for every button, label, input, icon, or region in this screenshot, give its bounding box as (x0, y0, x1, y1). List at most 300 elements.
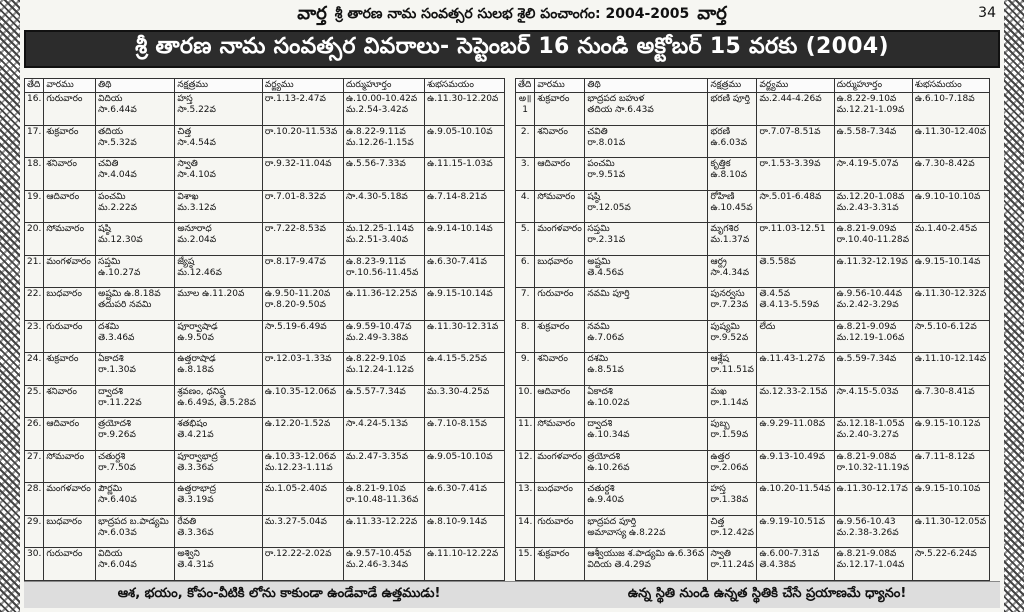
varjyam: రా.1.53-3.39వ (759, 159, 821, 169)
table-row (516, 418, 990, 451)
column-header: దుర్ముహూర్తం (343, 79, 424, 93)
varjyam: రా.8.17-9.47వ (264, 256, 326, 267)
tithi: పౌర్ణమి (98, 484, 123, 494)
varjyam: తె.4.5వ (759, 289, 791, 299)
nakshatra: విశాఖ (177, 191, 199, 202)
tithi-time: ఉ.10.27వ (98, 267, 141, 278)
table-cell (25, 418, 44, 451)
table-cell (44, 450, 96, 483)
table-cell (535, 223, 585, 256)
table-cell (757, 190, 834, 223)
varjyam: రా.9.32-11.04వ (264, 159, 332, 169)
table-cell (912, 320, 989, 353)
varjyam: ఉ.9.29-11.08వ (759, 419, 825, 429)
durmuhurtham: ఉ.5.59-7.34వ (836, 354, 897, 364)
table-cell (175, 223, 262, 256)
table-header-row (516, 79, 990, 93)
table-cell (425, 353, 505, 386)
tithi: పంచమి (98, 191, 126, 202)
durmuhurtham: ఉ.8.23-9.11వ (345, 256, 406, 267)
shubha-samayam: ఉ.9.15-10.12వ (914, 419, 981, 429)
table-cell (912, 483, 989, 516)
date-number: 2. (520, 126, 530, 137)
durmuhurtham: ఉ.8.21-9.10వ (345, 484, 406, 494)
nakshatra: పుష్యమి (710, 321, 740, 332)
table-cell (834, 418, 912, 451)
table-cell (262, 515, 343, 548)
nakshatra: రేవతి (177, 516, 197, 527)
tithi: చవితి (98, 159, 119, 169)
durmuhurtham-2: మ.2.54-3.42వ (345, 105, 409, 115)
durmuhurtham-2: మ.12.24-1.12వ (345, 365, 414, 375)
nakshatra: స్వాతి (710, 549, 731, 559)
weekday: బుధవారం (537, 484, 573, 494)
table-cell (425, 125, 505, 158)
table-cell (44, 515, 96, 548)
weekday: మంగళవారం (537, 451, 582, 462)
table-row (25, 288, 505, 321)
nakshatra-time: రా.7.23వ (710, 300, 749, 310)
table-cell (343, 190, 424, 223)
shubha-samayam: ఉ.9.05-10.10వ (427, 451, 493, 462)
varjyam: మ.12.33-2.15వ (759, 386, 828, 397)
durmuhurtham: ఉ.11.33-12.22వ (345, 516, 418, 527)
table-cell (708, 515, 757, 548)
tithi: ఆశ్వీయుజ శ.పాడ్యమి ఉ.6.36వ (587, 549, 705, 559)
weekday: శనివారం (537, 354, 568, 364)
table-cell (262, 385, 343, 418)
date-number: 4. (520, 191, 530, 202)
table-cell (96, 548, 175, 581)
tithi-time: సా.6.44వ (98, 105, 137, 115)
table-row (516, 450, 990, 483)
shubha-samayam: ఉ.6.30-7.41వ (427, 484, 487, 494)
table-cell (912, 223, 989, 256)
table-cell (25, 450, 44, 483)
nakshatra: ఆశ్లేష (710, 354, 730, 364)
nakshatra-time: సా.4.10వ (177, 170, 216, 180)
column-header: తిథి (96, 79, 175, 93)
table-row (516, 288, 990, 321)
table-cell (535, 483, 585, 516)
nakshatra: పునర్వసు (710, 289, 745, 299)
column-header: వారము (44, 79, 96, 93)
shubha-samayam: ఉ.11.10-12.22వ (427, 549, 499, 559)
column-header: దుర్ముహూర్తం (834, 79, 912, 93)
table-cell (25, 255, 44, 288)
table-cell (262, 548, 343, 581)
table-cell (175, 125, 262, 158)
table-cell (834, 353, 912, 386)
shubha-samayam: ఉ.8.10-9.14వ (427, 516, 487, 527)
table-cell (425, 515, 505, 548)
table-cell (25, 125, 44, 158)
nakshatra-time: తె.4.31వ (177, 560, 214, 570)
varjyam: రా.12.03-1.33వ (264, 354, 332, 364)
page-header (24, 0, 1000, 30)
table-cell (175, 158, 262, 191)
tithi-time: సా.6.04వ (98, 560, 137, 570)
footer-quote-left: ఆశ, భయం, కోపం-వీటికి లోను కాకుండా ఉండేవాడే ఉత్తముడు! (117, 586, 441, 601)
shubha-samayam: ఉ.7.11-8.12వ (914, 451, 975, 462)
table-cell (343, 320, 424, 353)
nakshatra-time: రా.9.52వ (710, 332, 749, 343)
table-cell (96, 93, 175, 126)
nakshatra: మృగశిర (710, 224, 739, 234)
table-cell (757, 320, 834, 353)
varjyam-2: తె.4.13-5.59వ (759, 300, 820, 310)
tithi: భాద్రపద బ.పాడ్యమి (98, 516, 169, 527)
varjyam: ఉ.11.43-1.27వ (759, 354, 825, 364)
table-cell (175, 320, 262, 353)
table-cell (96, 125, 175, 158)
table-cell (343, 515, 424, 548)
weekday: ఆదివారం (46, 419, 80, 429)
shubha-samayam: ఉ.7.14-8.21వ (427, 191, 487, 202)
date-number: 29. (27, 516, 42, 527)
table-cell (25, 223, 44, 256)
varjyam: సా.5.19-6.49వ (264, 321, 327, 332)
table-cell (912, 255, 989, 288)
table-cell (44, 483, 96, 516)
table-cell (425, 450, 505, 483)
date-number: 26. (27, 419, 42, 429)
table-cell (708, 288, 757, 321)
durmuhurtham: ఉ.8.22-9.11వ (345, 126, 406, 137)
date-number: 6. (520, 256, 530, 267)
table-cell (262, 93, 343, 126)
table-cell (44, 288, 96, 321)
table-cell (912, 418, 989, 451)
table-cell (175, 385, 262, 418)
table-cell (834, 190, 912, 223)
table-cell (757, 223, 834, 256)
table-cell (757, 385, 834, 418)
table-row (25, 450, 505, 483)
durmuhurtham: మ.12.25-1.14వ (345, 224, 414, 234)
table-cell (343, 288, 424, 321)
varjyam: ఉ.9.50-11.20వ (264, 289, 331, 299)
calendar-table-right (515, 78, 990, 581)
shubha-samayam: ఉ.9.14-10.14వ (427, 224, 493, 234)
tithi-time: రా.9.51వ (587, 170, 626, 180)
weekday: బుధవారం (46, 516, 82, 527)
table-cell (708, 190, 757, 223)
date-number: 14. (518, 516, 533, 527)
tithi: త్రయోదశి (98, 419, 131, 429)
table-row (516, 515, 990, 548)
table-row (25, 548, 505, 581)
durmuhurtham-2: మ.2.42-3.29వ (836, 300, 899, 310)
table-row (25, 125, 505, 158)
table-cell (535, 288, 585, 321)
table-cell (44, 353, 96, 386)
shubha-samayam: ఉ.6.30-7.41వ (427, 256, 487, 267)
table-cell (585, 190, 708, 223)
table-cell (425, 288, 505, 321)
date-number: 13. (518, 484, 533, 494)
table-cell (343, 548, 424, 581)
shubha-samayam: సా.5.22-6.24వ (914, 549, 977, 559)
durmuhurtham-2: రా.10.32-11.19వ (836, 462, 910, 473)
weekday: సోమవారం (537, 419, 576, 429)
varjyam: మ.1.05-2.40వ (264, 484, 327, 494)
durmuhurtham-2: రా.10.40-11.28వ (836, 235, 910, 245)
table-cell (535, 418, 585, 451)
table-cell (262, 125, 343, 158)
weekday: గురువారం (537, 516, 574, 527)
durmuhurtham: ఉ.8.21-9.09వ (836, 224, 897, 234)
table-cell (44, 190, 96, 223)
table-cell (585, 353, 708, 386)
nakshatra-time: ఉ.6.49వ, తె.5.28వ (177, 397, 256, 408)
table-cell (96, 223, 175, 256)
tithi-time: ఉ.10.26వ (587, 462, 630, 473)
nakshatra-time: ఉ.9.50వ (177, 332, 214, 343)
nakshatra-time: తె.3.19వ (177, 495, 214, 505)
table-cell (343, 125, 424, 158)
tithi: విదియ (98, 549, 123, 559)
table-cell (585, 385, 708, 418)
tithi-time: రా.7.50వ (98, 462, 136, 473)
date-number: అ॥ 1 (518, 94, 532, 115)
durmuhurtham-2: మ.12.26-1.15వ (345, 137, 414, 148)
column-header: తిథి (585, 79, 708, 93)
durmuhurtham-2: మ.2.49-3.38వ (345, 332, 409, 343)
tithi: త్రయోదశి (587, 451, 621, 462)
date-number: 28. (27, 484, 42, 494)
table-cell (96, 288, 175, 321)
table-cell (535, 125, 585, 158)
nakshatra-time: మ.12.46వ (177, 267, 222, 278)
date-number: 15. (518, 549, 533, 559)
tithi-time: సా.6.40వ (98, 495, 137, 505)
table-cell (708, 158, 757, 191)
weekday: గురువారం (46, 549, 83, 559)
table-cell (96, 418, 175, 451)
nakshatra: అనూరాధ (177, 224, 212, 234)
table-cell (834, 483, 912, 516)
varjyam: రా.7.01-8.32వ (264, 191, 326, 202)
table-cell (425, 385, 505, 418)
tithi: సప్తమి (98, 256, 121, 267)
nakshatra: హస్త (710, 484, 726, 494)
tithi-time: రా.9.26వ (98, 430, 136, 440)
table-cell (535, 320, 585, 353)
table-cell (516, 483, 535, 516)
table-cell (912, 450, 989, 483)
weekday: శనివారం (537, 126, 568, 137)
date-number: 30. (27, 549, 42, 559)
table-row (516, 255, 990, 288)
nakshatra-time: ఉ.8.10వ (710, 170, 747, 180)
weekday: శనివారం (46, 159, 77, 169)
varjyam: సా.5.01-6.48వ (759, 191, 822, 202)
tithi: ద్వాదశి (98, 386, 123, 397)
tables-container (24, 78, 1000, 581)
tithi-time: ఉ.7.06వ (587, 332, 624, 343)
table-cell (585, 158, 708, 191)
durmuhurtham: సా.4.30-5.18వ (345, 191, 408, 202)
table-cell (585, 125, 708, 158)
nakshatra: శ్రవణం, ధనిష్ఠ (177, 386, 226, 397)
table-cell (535, 385, 585, 418)
durmuhurtham: ఉ.8.22-9.10వ (345, 354, 406, 364)
table-cell (708, 450, 757, 483)
tithi: దశమి (587, 354, 609, 364)
shubha-samayam: మ.3.30-4.25వ (427, 386, 490, 397)
shubha-samayam: ఉ.11.30-12.40వ (914, 126, 987, 137)
table-row (516, 483, 990, 516)
varjyam-2: మ.12.23-1.11వ (264, 462, 333, 473)
table-cell (834, 93, 912, 126)
table-cell (516, 190, 535, 223)
date-number: 16. (27, 94, 42, 104)
table-cell (425, 255, 505, 288)
durmuhurtham: ఉ.8.22-9.10వ (836, 94, 897, 104)
table-cell (757, 548, 834, 581)
table-cell (912, 125, 989, 158)
nakshatra: స్వాతి (177, 159, 198, 169)
tithi-time: ఉ.9.40వ (587, 495, 624, 505)
weekday: మంగళవారం (46, 484, 91, 494)
table-cell (425, 418, 505, 451)
durmuhurtham: ఉ.9.56-10.43 (836, 516, 896, 527)
table-cell (425, 483, 505, 516)
table-cell (516, 320, 535, 353)
table-cell (96, 320, 175, 353)
tithi-time: మ.2.22వ (98, 202, 137, 213)
durmuhurtham: ఉ.10.00-10.42వ (345, 94, 418, 104)
date-number: 3. (520, 159, 530, 169)
table-cell (343, 223, 424, 256)
table-cell (262, 158, 343, 191)
durmuhurtham-2: మ.12.19-1.06వ (836, 332, 905, 343)
date-number: 25. (27, 386, 42, 397)
table-cell (25, 385, 44, 418)
tithi: తదియ (98, 126, 124, 137)
table-cell (44, 548, 96, 581)
column-header: నక్షత్రము (175, 79, 262, 93)
table-cell (343, 483, 424, 516)
table-cell (96, 385, 175, 418)
tithi: చతుర్దశి (587, 484, 615, 494)
table-cell (585, 288, 708, 321)
table-row (25, 385, 505, 418)
durmuhurtham: ఉ.9.56-10.44వ (836, 289, 903, 299)
table-cell (175, 190, 262, 223)
tithi-time: సా.5.32వ (98, 137, 137, 148)
date-number: 17. (27, 126, 42, 137)
tithi-time: తె.3.46వ (98, 332, 135, 343)
table-cell (262, 190, 343, 223)
nakshatra: ఉత్తర (710, 451, 731, 462)
tithi-time: విదియ తె.4.29వ (587, 560, 651, 570)
table-cell (535, 450, 585, 483)
durmuhurtham: మ.12.20-1.08వ (836, 191, 905, 202)
column-header: తేది (516, 79, 535, 93)
varjyam: తె.5.58వ (759, 256, 796, 267)
nakshatra-time: రా.11.51వ (710, 365, 754, 375)
table-row (25, 223, 505, 256)
table-cell (757, 450, 834, 483)
varjyam: ఉ.10.33-12.06వ (264, 451, 337, 462)
date-number: 20. (27, 224, 42, 234)
table-cell (535, 548, 585, 581)
table-cell (175, 288, 262, 321)
table-cell (175, 93, 262, 126)
table-row (516, 158, 990, 191)
table-cell (585, 223, 708, 256)
table-cell (912, 515, 989, 548)
durmuhurtham: ఉ.9.59-10.47వ (345, 321, 412, 332)
table-cell (96, 450, 175, 483)
table-row (25, 93, 505, 126)
table-cell (175, 515, 262, 548)
weekday: శుక్రవారం (537, 549, 570, 559)
table-cell (912, 93, 989, 126)
table-cell (585, 93, 708, 126)
table-cell (535, 158, 585, 191)
table-cell (262, 450, 343, 483)
tithi: సప్తమి (587, 224, 610, 234)
tithi-time: ఉ.10.34వ (587, 430, 630, 440)
decorative-border-left (0, 0, 20, 612)
table-cell (175, 450, 262, 483)
table-row (516, 385, 990, 418)
durmuhurtham: ఉ.5.57-7.34వ (345, 386, 406, 397)
durmuhurtham-2: మ.2.51-3.40వ (345, 235, 409, 245)
table-cell (585, 450, 708, 483)
date-number: 10. (518, 386, 533, 397)
decorative-border-right (1004, 0, 1024, 612)
weekday: శుక్రవారం (46, 354, 79, 364)
table-cell (175, 548, 262, 581)
column-header: వర్జ్యము (757, 79, 834, 93)
table-header-row (25, 79, 505, 93)
shubha-samayam: ఉ.6.10-7.18వ (914, 94, 975, 104)
table-cell (44, 418, 96, 451)
page-title-banner: శ్రీ తారణ నామ సంవత్సర వివరాలు- సెప్టెంబర్ 16 నుండి అక్టోబర్ 15 వరకు (2004) (24, 30, 1000, 68)
varjyam: రా.7.22-8.53వ (264, 224, 326, 234)
table-cell (262, 288, 343, 321)
page-footer (24, 581, 1000, 608)
nakshatra-time: రా.1.14వ (710, 397, 749, 408)
tithi: చవితి (587, 126, 608, 137)
table-cell (516, 515, 535, 548)
tithi: నవమి (587, 321, 610, 332)
shubha-samayam: మ.1.40-2.45వ (914, 224, 977, 234)
durmuhurtham: సా.4.24-5.13వ (345, 419, 408, 429)
weekday: శుక్రవారం (537, 94, 570, 104)
shubha-samayam: ఉ.11.30-12.20వ (427, 94, 499, 104)
table-cell (262, 255, 343, 288)
table-cell (708, 418, 757, 451)
table-cell (343, 385, 424, 418)
varjyam: రా.11.03-12.51 (759, 224, 826, 234)
shubha-samayam: ఉ.7.30-8.42వ (914, 159, 975, 169)
table-cell (425, 190, 505, 223)
durmuhurtham-2: మ.2.38-3.26వ (836, 527, 899, 538)
durmuhurtham-2: రా.10.56-11.45వ (345, 267, 419, 278)
table-cell (25, 515, 44, 548)
table-cell (708, 483, 757, 516)
table-cell (44, 125, 96, 158)
table-cell (516, 125, 535, 158)
shubha-samayam: ఉ.11.30-12.05వ (914, 516, 987, 527)
varjyam-2: రా.8.20-9.50వ (264, 300, 326, 310)
tithi-time: ఉ.8.51వ (587, 365, 624, 375)
